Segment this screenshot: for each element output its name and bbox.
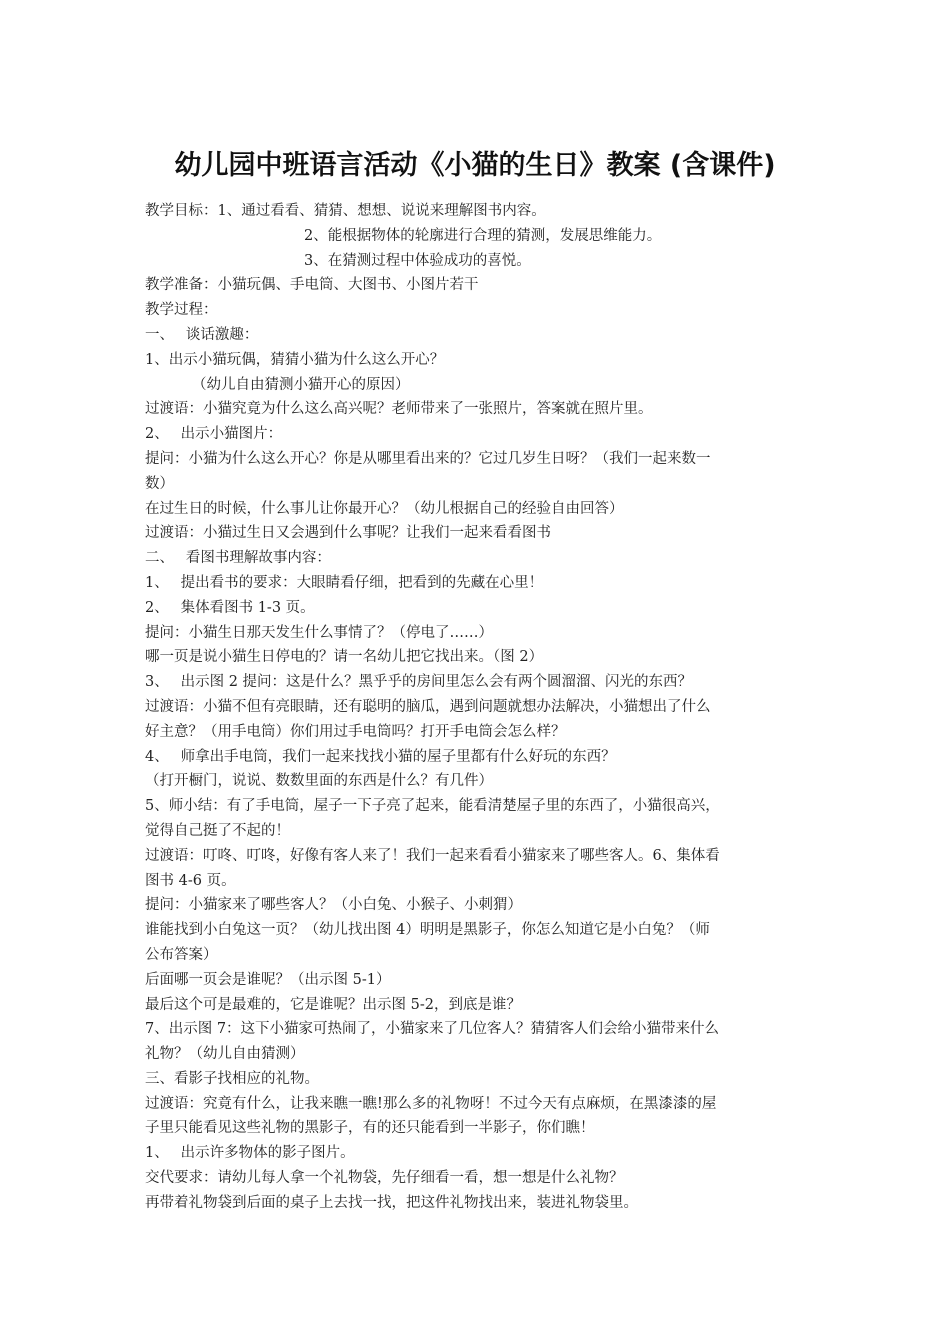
text-line: 7、出示图 7：这下小猫家可热闹了，小猫家来了几位客人？猜猜客人们会给小猫带来什么: [145, 1021, 720, 1038]
text-line: 在过生日的时候，什么事儿让你最开心？（幼儿根据自己的经验自由回答）: [145, 500, 624, 517]
text-line: 图书 4-6 页。: [145, 872, 236, 889]
text-line: 再带着礼物袋到后面的桌子上去找一找，把这件礼物找出来，装进礼物袋里。: [145, 1194, 638, 1211]
text-line: 提问：小猫生日那天发生什么事情了？（停电了……）: [145, 624, 493, 641]
text-line: 礼物？（幼儿自由猜测）: [145, 1046, 305, 1063]
text-line: 最后这个可是最难的，它是谁呢？出示图 5-2，到底是谁？: [145, 996, 521, 1013]
text-line: 数）: [145, 475, 174, 492]
text-line: 哪一页是说小猫生日停电的？请一名幼儿把它找出来。（图 2）: [145, 649, 544, 666]
text-line: 1、出示小猫玩偶，猜猜小猫为什么这么开心？: [145, 351, 445, 368]
document-title: 幼儿园中班语言活动《小猫的生日》教案 (含课件): [174, 150, 776, 181]
text-line: 4、 师拿出手电筒，我们一起来找找小猫的屋子里都有什么好玩的东西？: [145, 748, 616, 765]
text-line: 后面哪一页会是谁呢？（出示图 5-1）: [145, 971, 391, 988]
text-line: 过渡语：小猫过生日又会遇到什么事呢？让我们一起来看看图书: [145, 525, 551, 542]
text-line: 2、能根据物体的轮廓进行合理的猜测，发展思维能力。: [304, 227, 662, 244]
section-heading: 二、 看图书理解故事内容：: [145, 550, 331, 567]
text-line: 过渡语：究竟有什么，让我来瞧一瞧!那么多的礼物呀！不过今天有点麻烦，在黑漆漆的屋: [145, 1095, 717, 1112]
text-line: 过渡语：叮咚、叮咚，好像有客人来了！我们一起来看看小猫家来了哪些客人。6、集体看: [145, 847, 720, 864]
text-line: 1、 提出看书的要求：大眼睛看仔细，把看到的先藏在心里！: [145, 574, 544, 591]
text-line: 教学目标：1、通过看看、猜猜、想想、说说来理解图书内容。: [145, 203, 546, 219]
text-line: 过渡语：小猫不但有亮眼睛，还有聪明的脑瓜，遇到问题就想办法解决，小猫想出了什么: [145, 698, 711, 715]
text-line: 3、在猜测过程中体验成功的喜悦。: [304, 252, 531, 269]
text-line: 教学准备：小猫玩偶、手电筒、大图书、小图片若干: [145, 277, 479, 294]
text-line: 公布答案）: [145, 946, 218, 963]
text-line: 2、 集体看图书 1-3 页。: [145, 599, 315, 616]
text-line: 教学过程：: [145, 302, 218, 319]
section-heading: 三、看影子找相应的礼物。: [145, 1070, 319, 1087]
section-heading: 一、 谈话激趣：: [145, 326, 259, 343]
text-line: 2、 出示小猫图片：: [145, 426, 283, 443]
text-line: 1、 出示许多物体的影子图片。: [145, 1145, 355, 1162]
text-line: 好主意？（用手电筒）你们用过手电筒吗？打开手电筒会怎么样？: [145, 723, 566, 740]
text-line: 提问：小猫为什么这么开心？你是从哪里看出来的？它过几岁生日呀？（我们一起来数一: [145, 450, 711, 467]
text-line: 提问：小猫家来了哪些客人？（小白兔、小猴子、小刺猬）: [145, 897, 522, 914]
text-line: （打开橱门，说说、数数里面的东西是什么？有几件）: [145, 773, 493, 790]
text-line: 5、师小结：有了手电筒，屋子一下子亮了起来，能看清楚屋子里的东西了，小猫很高兴，: [145, 798, 720, 815]
text-line: 觉得自己挺了不起的！: [145, 822, 290, 839]
text-line: 谁能找到小白兔这一页？（幼儿找出图 4）明明是黑影子，你怎么知道它是小白兔？（师: [145, 922, 710, 939]
document-body: [145, 199, 810, 1216]
text-line: （幼儿自由猜测小猫开心的原因）: [192, 376, 410, 393]
text-line: 过渡语：小猫究竟为什么这么高兴呢？老师带来了一张照片，答案就在照片里。: [145, 401, 653, 418]
text-line: 3、 出示图 2 提问：这是什么？黑乎乎的房间里怎么会有两个圆溜溜、闪光的东西？: [145, 674, 693, 691]
text-line: 交代要求：请幼儿每人拿一个礼物袋，先仔细看一看，想一想是什么礼物？: [145, 1170, 624, 1187]
text-line: 子里只能看见这些礼物的黑影子，有的还只能看到一半影子，你们瞧！: [145, 1120, 595, 1137]
